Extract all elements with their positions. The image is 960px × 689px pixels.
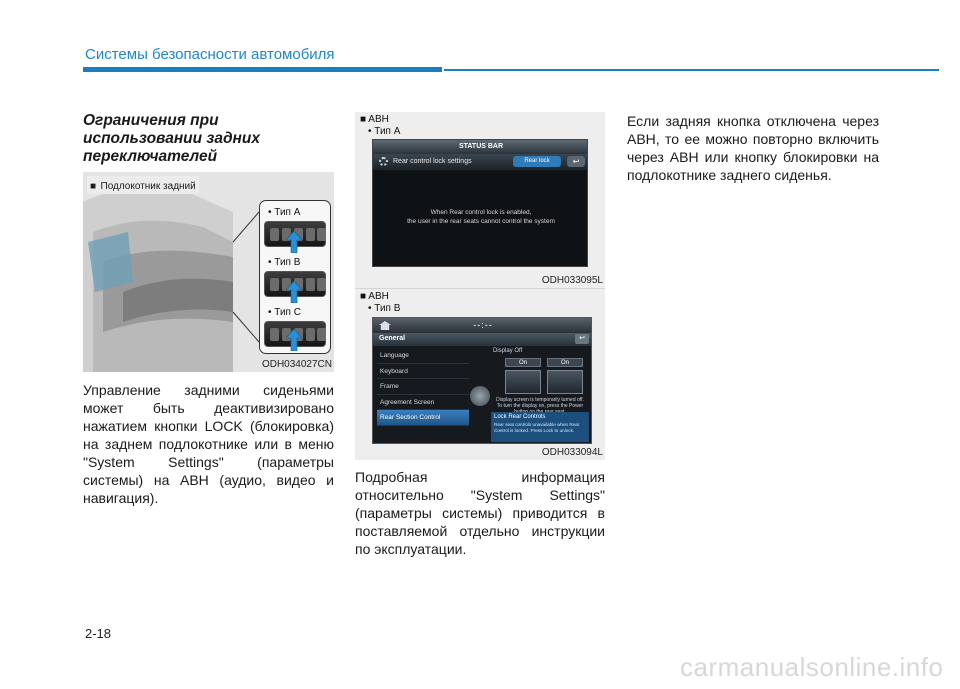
avn-screen-type-b [372,317,592,444]
figure-subcaption: • Тип A [368,126,401,137]
figure-avn-type-b [355,288,605,460]
clock: --:-- [473,320,493,330]
figure-avn-type-a [355,112,605,288]
header-rule-thin [444,69,939,71]
header-rule-thick [83,67,442,72]
armrest-callout [259,200,331,354]
menu-item-language: Language [377,348,469,364]
display-off-label: Display Off [493,348,523,354]
seat-button [306,278,315,291]
seat-button [270,278,279,291]
figure-subcaption: • Тип B [368,303,401,314]
menu-item-keyboard: Keyboard [377,364,469,380]
figure-rear-armrest [83,172,334,372]
lock-rear-controls-panel [491,412,589,442]
on-option: On [505,358,541,367]
figure-caption: ABH [368,114,389,125]
caption-marker: ■ [360,291,367,302]
avn-screen-type-a [372,139,588,267]
rear-lock-message [373,208,588,226]
type-a-label: • Тип A [268,207,301,218]
menu-item-frame: Frame [377,379,469,395]
back-icon: ↩ [567,156,585,167]
type-c-label: • Тип C [268,307,301,318]
settings-detail [491,348,589,442]
lock-description: Rear seat controls unavailable when Rear Control is locked. Press Lock to unlock. [494,422,580,433]
subsection-heading: Ограничения при использовании задних переключателей [83,112,260,165]
page-number: 2-18 [85,626,112,641]
rear-lock-chip: Rear lock [513,156,561,167]
body-text-middle: Подробная информация относительно "System Settings" (параметры системы) приводится в поставляемой отдельно инструкции по эксплуатации. [355,469,605,557]
arrow-up-icon [286,281,302,303]
display-thumbnail [547,370,583,394]
arrow-up-icon [286,329,302,351]
seat-button [306,228,315,241]
status-bar-title: STATUS BAR [373,140,588,154]
menu-item-rear-section-control: Rear Section Control [377,410,469,426]
settings-menu [377,348,469,426]
screen-top-bar [373,318,592,333]
menu-item-agreement-screen: Agreement Screen [377,395,469,411]
seat-button [317,328,326,341]
display-note: Display screen is temporarily turned off. To turn the display on, press the Power [496,397,584,409]
header-title: General [379,335,406,342]
body-text-right: Если задняя кнопка отключена через АВН, то ее можно повторно включить через АВН или кнопку блокировки на подлокотнике заднего сиденья. [627,113,879,183]
body-text-left: Управление задними сиденьями может быть деактивизировано нажатием кнопки LOCK (блокировка) на заднем подлокотнике или в меню "System Settings" (параметры системы) на АВН (аудио, видео и навигация). [83,382,334,506]
section-title: Системы безопасности автомобиля [85,46,335,63]
seat-button [306,328,315,341]
caption-marker: ■ [360,114,367,125]
figure-code: ODH033095L [541,275,603,286]
message-line: When Rear control lock is enabled, [430,209,532,216]
seat-button [317,278,326,291]
back-icon: ↩ [575,334,589,344]
figure-caption: ABH [368,291,389,302]
setting-label: Rear control lock settings [393,158,472,165]
message-line: the user in the rear seats cannot control the system [407,218,555,225]
display-thumbnail [505,370,541,394]
rear-lock-setting-row [373,154,588,170]
figure-code: ODH033094L [541,447,603,458]
arrow-up-icon [286,231,302,253]
type-b-label: • Тип B [268,257,301,268]
jog-dial-icon [470,386,490,406]
gear-icon [379,157,388,166]
caption-marker: ■ [90,181,97,192]
figure-caption: Подлокотник задний [100,181,196,192]
on-option: On [547,358,583,367]
lock-title: Lock Rear Controls [494,414,546,420]
seat-button [317,228,326,241]
seat-button [270,228,279,241]
seat-button [270,328,279,341]
watermark: carmanualsonline.info [680,652,944,682]
screen-header [373,333,592,346]
figure-code: ODH034027CN [261,359,332,370]
